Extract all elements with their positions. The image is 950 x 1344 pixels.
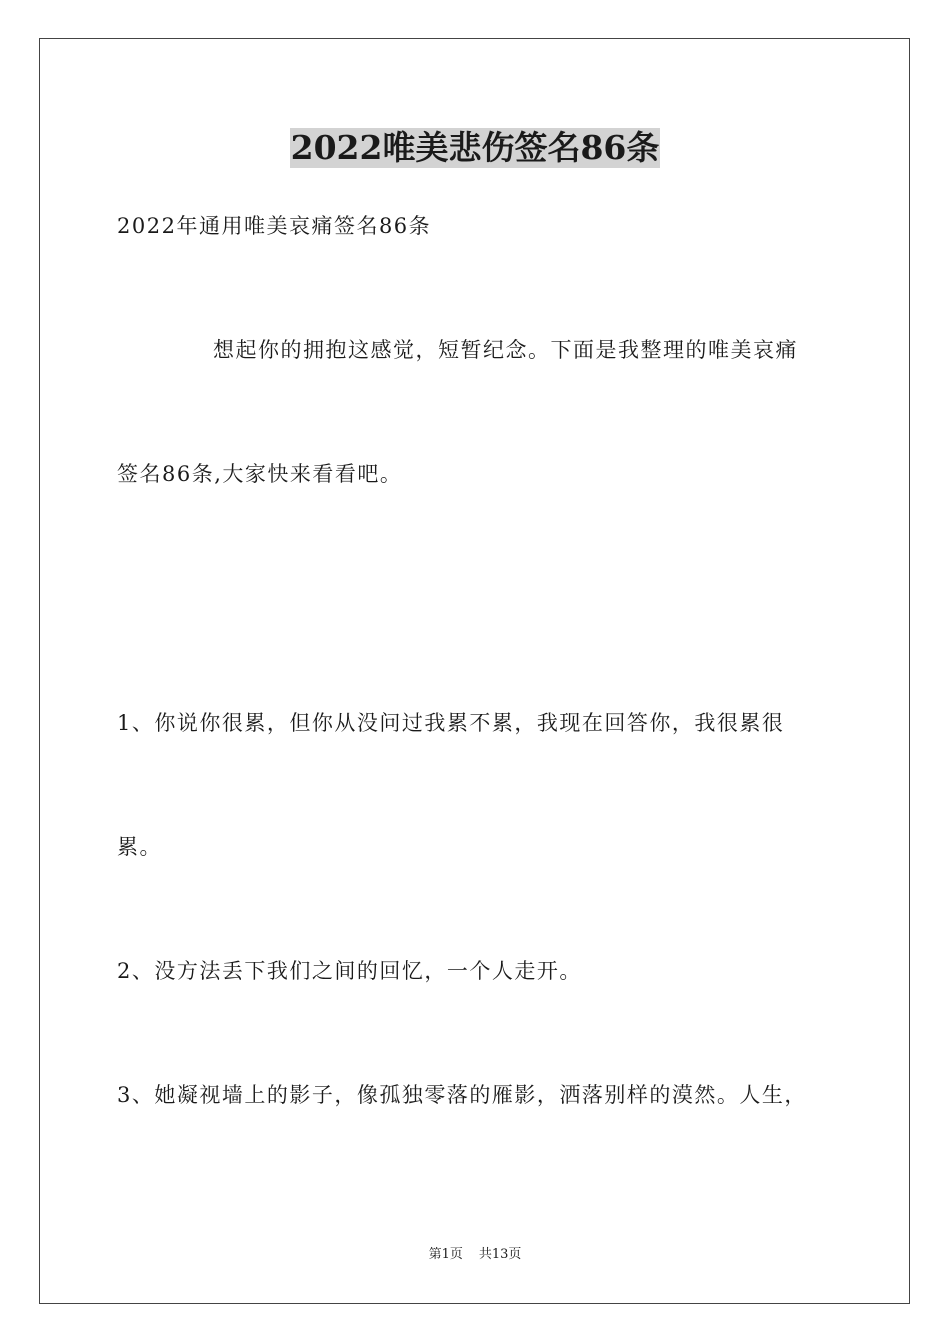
page-footer <box>0 1246 950 1264</box>
intro-line-1: 想起你的拥抱这感觉，短暂纪念。下面是我整理的唯美哀痛 <box>213 338 798 362</box>
item-2-line: 2、没方法丢下我们之间的回忆，一个人走开。 <box>117 959 582 983</box>
document-title-wrap <box>0 128 950 174</box>
intro-line-2: 签名86条,大家快来看看吧。 <box>117 462 403 486</box>
subtitle-line: 2022年通用唯美哀痛签名86条 <box>117 214 432 238</box>
document-title: 2022唯美悲伤签名86条 <box>290 128 660 167</box>
page-total: 共13页 <box>478 1247 522 1262</box>
item-1-line-2: 累。 <box>117 835 162 859</box>
page-number: 第1页 <box>428 1247 463 1262</box>
item-3-line-1: 3、她凝视墙上的影子，像孤独零落的雁影，洒落别样的漠然。人生， <box>117 1083 807 1107</box>
item-1-line-1: 1、你说你很累，但你从没问过我累不累，我现在回答你，我很累很 <box>117 711 785 735</box>
